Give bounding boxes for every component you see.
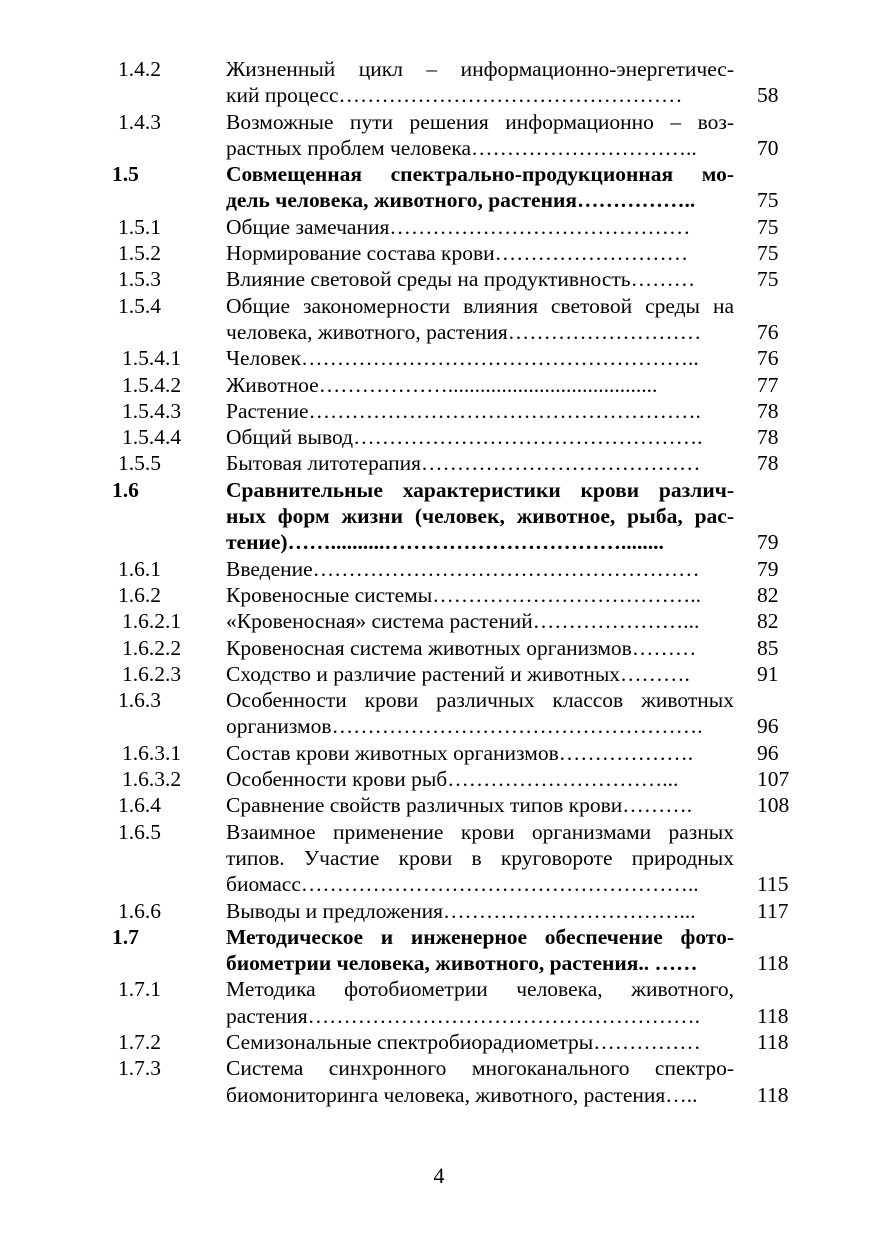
toc-entry-title-line: Совмещенная спектрально-продукционная мо- [226,162,734,187]
toc-entry-title [226,266,734,292]
toc-entry-title-line: кий процесс………………………………………… [226,83,683,108]
toc-entry-number: 1.6.4 [118,793,161,818]
toc-entry-title-line: Жизненный цикл – информационно-энергетичес- [226,57,734,81]
toc-entry-title [226,345,734,371]
toc-entry-page: 85 [757,635,779,660]
toc-entry-title-line: биомасс……………………………………………….. [226,872,699,897]
toc-entry-title [226,450,734,476]
toc-entry-title [226,819,734,898]
toc-entry-page: 78 [757,398,779,423]
toc-entry [0,556,878,582]
table-of-contents [0,56,878,1108]
toc-entry-page: 77 [757,372,779,397]
toc-entry [0,661,878,687]
toc-entry-title-line: Особенности крови различных классов животных [226,688,734,713]
toc-entry [0,109,878,162]
toc-entry [0,924,878,977]
toc-entry-title [226,924,734,977]
toc-entry [0,56,878,109]
toc-entry-number: 1.7.2 [118,1029,161,1054]
toc-entry-title-line: Сравнительные характеристики крови различ- [226,477,734,502]
toc-entry-title-line: Кровеносная система животных организмов……… [226,635,697,660]
toc-entry [0,792,878,818]
toc-entry-number: 1.5.4.2 [122,372,182,397]
toc-entry-number: 1.7.1 [118,977,161,1002]
toc-entry [0,372,878,398]
toc-entry-page: 96 [757,714,779,739]
toc-entry-page: 75 [757,241,779,266]
toc-entry-title-line: «Кровеносная» система растений…………………... [226,609,700,634]
toc-entry-number: 1.6.3 [118,688,161,713]
toc-entry-number: 1.4.2 [118,57,161,81]
toc-entry-page: 117 [757,898,789,923]
toc-entry-page: 70 [757,135,779,160]
toc-entry-title [226,293,734,346]
toc-entry-number: 1.5.4.4 [122,425,182,450]
toc-entry-title-line: Растение………………………………………………. [226,398,701,423]
toc-entry-page: 82 [757,609,779,634]
toc-entry-title-line: Общий вывод…………………………………………. [226,425,703,450]
toc-entry-title-line: ных форм жизни (человек, животное, рыба, рас- [226,504,734,529]
toc-entry-title [226,372,734,398]
toc-entry-title-line: Бытовая литотерапия………………………………… [226,451,701,476]
toc-entry-number: 1.6.1 [118,556,161,581]
toc-entry-number: 1.5.4.3 [122,398,182,423]
toc-entry-page: 115 [757,872,789,897]
toc-entry [0,766,878,792]
toc-entry-page: 118 [757,951,789,976]
toc-entry [0,608,878,634]
toc-entry-title [226,161,734,214]
toc-entry-number: 1.4.3 [118,109,161,134]
toc-entry-number: 1.6.2.1 [122,609,182,634]
toc-entry-title [226,56,734,109]
toc-entry [0,740,878,766]
toc-entry-number: 1.5 [112,162,139,187]
toc-entry-number: 1.6.2 [118,582,161,607]
toc-entry-page: 108 [757,793,790,818]
toc-entry-title [226,740,734,766]
toc-entry-page: 75 [757,267,779,292]
toc-entry-title-line: дель человека, животного, растения…………….. [226,188,696,213]
toc-entry-number: 1.6.6 [118,898,161,923]
toc-entry [0,477,878,556]
page-number: 4 [433,1163,445,1188]
toc-entry-number: 1.5.1 [118,214,161,239]
toc-entry-page: 75 [757,188,779,213]
toc-entry-title-line: Человек……………………………………………….. [226,346,699,371]
toc-entry-number: 1.6.2.3 [122,661,182,686]
toc-entry-page: 118 [757,1082,789,1107]
toc-entry-number: 1.7.3 [118,1056,161,1081]
toc-entry-title-line: биомониторинга человека, животного, растения….. [226,1082,698,1107]
toc-entry [0,424,878,450]
toc-entry-number: 1.6.3.2 [122,767,182,792]
toc-entry-title [226,109,734,162]
toc-entry-number: 1.6.2.2 [122,635,182,660]
toc-entry-title-line: биометрии человека, животного, растения.. …… [226,951,698,976]
toc-entry-title [226,1029,734,1055]
toc-entry-title [226,477,734,556]
toc-entry-title-line: Общие замечания…………………………………… [226,214,691,239]
toc-entry-title-line: тение)……..........……………………………........ [226,530,664,555]
toc-entry [0,450,878,476]
toc-entry [0,687,878,740]
toc-entry-page: 96 [757,740,779,765]
toc-entry-title-line: Система синхронного многоканального спектро- [226,1056,734,1081]
toc-entry [0,266,878,292]
toc-entry [0,161,878,214]
toc-entry-title-line: растения………………………………………………. [226,1003,701,1028]
toc-entry-title [226,240,734,266]
toc-entry [0,819,878,898]
toc-entry-page: 91 [757,661,779,686]
toc-entry-title [226,976,734,1029]
toc-entry-page: 79 [757,556,779,581]
toc-entry-number: 1.5.5 [118,451,161,476]
toc-entry-title-line: Состав крови животных организмов………………. [226,740,694,765]
toc-entry-page: 58 [757,83,779,108]
toc-entry-number: 1.6 [112,477,139,502]
toc-entry [0,293,878,346]
toc-entry-title-line: Взаимное применение крови организмами разных [226,819,734,844]
toc-entry [0,214,878,240]
toc-entry-title-line: Сходство и различие растений и животных………. [226,661,690,686]
toc-entry-title-line: Методика фотобиометрии человека, животного, [226,977,734,1002]
toc-entry-title-line: Выводы и предложения……………………………... [226,898,696,923]
toc-entry-title [226,608,734,634]
toc-entry-title [226,687,734,740]
toc-entry-title-line: Методическое и инженерное обеспечение фото- [226,924,734,949]
toc-entry-page: 75 [757,214,779,239]
toc-entry-title [226,424,734,450]
toc-entry-title-line: типов. Участие крови в круговороте природных [226,845,734,870]
toc-entry-title [226,792,734,818]
toc-entry-page: 118 [757,1029,789,1054]
toc-entry-number: 1.6.5 [118,819,161,844]
toc-entry-number: 1.7 [112,924,139,949]
toc-entry-title-line: Влияние световой среды на продуктивность……… [226,267,696,292]
toc-entry-title-line: Введение……………………………………………… [226,556,700,581]
toc-entry-title-line: Особенности крови рыб…………………………... [226,767,679,792]
toc-entry-title-line: Общие закономерности влияния световой среды на [226,293,734,318]
toc-entry-number: 1.5.4 [118,293,161,318]
toc-entry-title-line: Животное………………....................................... [226,372,658,397]
toc-entry-page: 76 [757,319,779,344]
toc-entry-number: 1.5.3 [118,267,161,292]
toc-entry-number: 1.5.2 [118,241,161,266]
toc-entry-page: 118 [757,1003,789,1028]
toc-entry-title-line: Нормирование состава крови……………………… [226,241,689,266]
toc-entry-page: 107 [757,767,790,792]
toc-entry-title-line: организмов……………………………………………. [226,714,703,739]
toc-entry-title [226,1055,734,1108]
toc-entry [0,398,878,424]
toc-entry [0,976,878,1029]
toc-entry-title [226,635,734,661]
toc-entry [0,345,878,371]
toc-entry-title-line: Кровеносные системы……………………………….. [226,582,701,607]
toc-entry-title [226,898,734,924]
toc-entry-number: 1.5.4.1 [122,346,182,371]
toc-entry-page: 78 [757,451,779,476]
toc-entry-title-line: растных проблем человека………………………….. [226,135,697,160]
toc-entry-title [226,661,734,687]
toc-entry-title [226,214,734,240]
toc-entry [0,1055,878,1108]
toc-entry-page: 82 [757,582,779,607]
toc-entry [0,582,878,608]
toc-entry [0,1029,878,1055]
toc-entry [0,635,878,661]
toc-entry-title-line: человека, животного, растения……………………… [226,319,702,344]
toc-entry-title-line: Возможные пути решения информационно – воз- [226,109,734,134]
toc-entry-number: 1.6.3.1 [122,740,182,765]
toc-entry [0,898,878,924]
toc-entry-page: 79 [757,530,779,555]
toc-entry-title [226,556,734,582]
toc-entry [0,240,878,266]
toc-entry-title [226,766,734,792]
toc-entry-title-line: Семизональные спектробиорадиометры…………… [226,1029,701,1054]
toc-entry-page: 76 [757,346,779,371]
toc-entry-page: 78 [757,425,779,450]
toc-entry-title-line: Сравнение свойств различных типов крови………. [226,793,693,818]
toc-entry-title [226,398,734,424]
toc-entry-title [226,582,734,608]
